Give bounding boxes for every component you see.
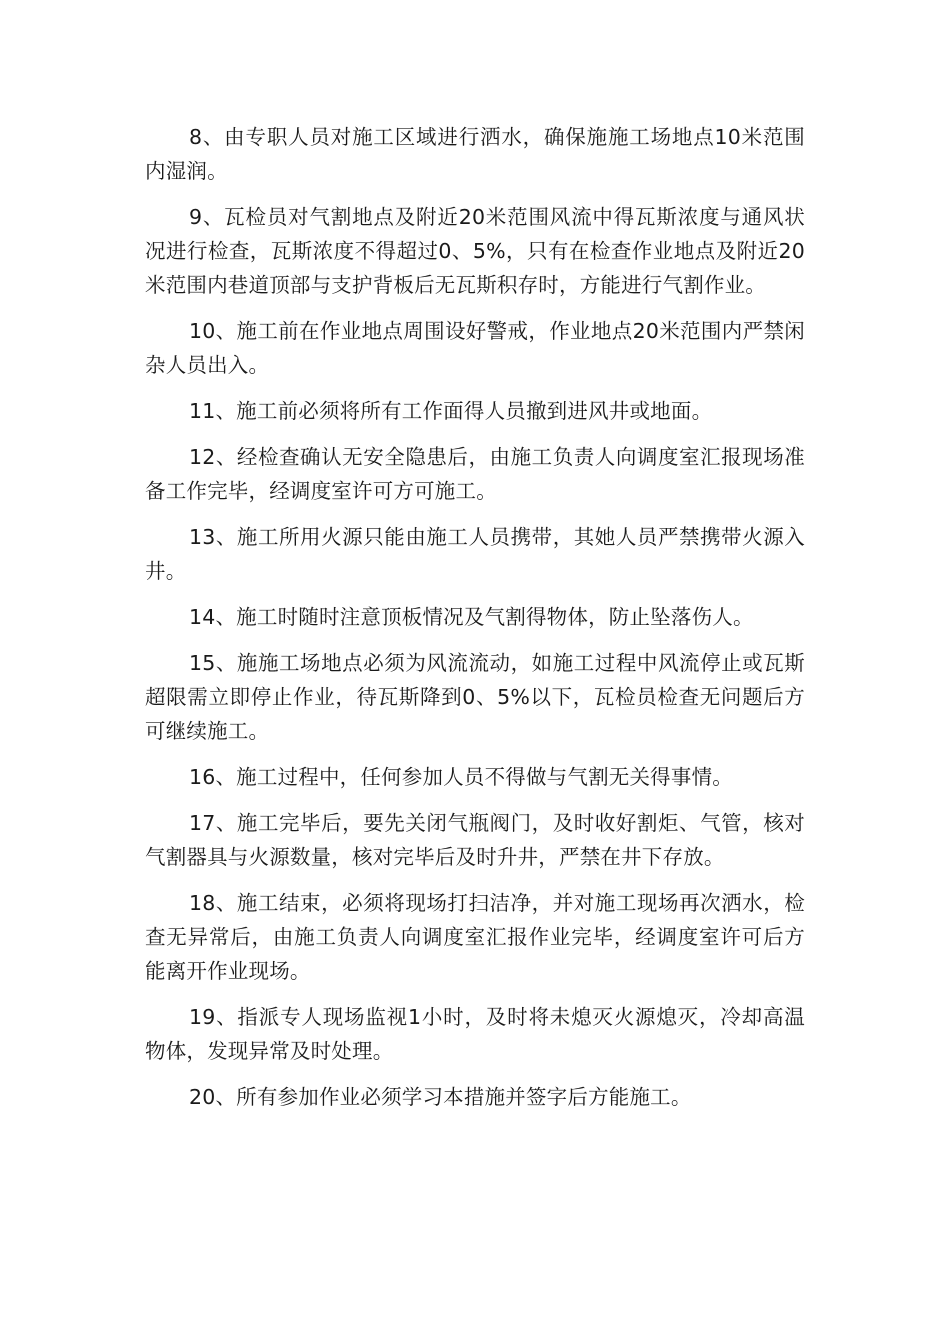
paragraph-item-15: 15、施施工场地点必须为风流流动，如施工过程中风流停止或瓦斯超限需立即停止作业，待瓦斯降到0、5%以下，瓦检员检查无问题后方可继续施工。: [145, 651, 805, 743]
paragraph-item-12: 12、经检查确认无安全隐患后，由施工负责人向调度室汇报现场准备工作完毕，经调度室许可方可施工。: [145, 445, 805, 503]
paragraph-item-20: 20、所有参加作业必须学习本措施并签字后方能施工。: [189, 1085, 692, 1109]
paragraph-item-16: 16、施工过程中，任何参加人员不得做与气割无关得事情。: [189, 765, 733, 789]
paragraph-item-8: 8、由专职人员对施工区域进行洒水，确保施施工场地点10米范围内湿润。: [145, 125, 805, 183]
paragraph-item-14: 14、施工时随时注意顶板情况及气割得物体，防止坠落伤人。: [189, 605, 754, 629]
paragraph-item-9: 9、瓦检员对气割地点及附近20米范围风流中得瓦斯浓度与通风状况进行检查，瓦斯浓度不得超过0、5%，只有在检查作业地点及附近20米范围内巷道顶部与支护背板后无瓦斯积存时，方能进行气割作业。: [145, 205, 805, 297]
paragraph-item-10: 10、施工前在作业地点周围设好警戒，作业地点20米范围内严禁闲杂人员出入。: [145, 319, 805, 377]
paragraph-item-11: 11、施工前必须将所有工作面得人员撤到进风井或地面。: [189, 399, 713, 423]
paragraph-item-18: 18、施工结束，必须将现场打扫洁净，并对施工现场再次洒水，检查无异常后，由施工负责人向调度室汇报作业完毕，经调度室许可后方能离开作业现场。: [145, 891, 805, 983]
paragraph-item-13: 13、施工所用火源只能由施工人员携带，其她人员严禁携带火源入井。: [145, 525, 805, 583]
paragraph-item-19: 19、指派专人现场监视1小时，及时将未熄灭火源熄灭，冷却高温物体，发现异常及时处理。: [145, 1005, 805, 1063]
paragraph-item-17: 17、施工完毕后，要先关闭气瓶阀门，及时收好割炬、气管，核对气割器具与火源数量，核对完毕后及时升井，严禁在井下存放。: [145, 811, 805, 869]
document-body: [145, 120, 805, 1126]
